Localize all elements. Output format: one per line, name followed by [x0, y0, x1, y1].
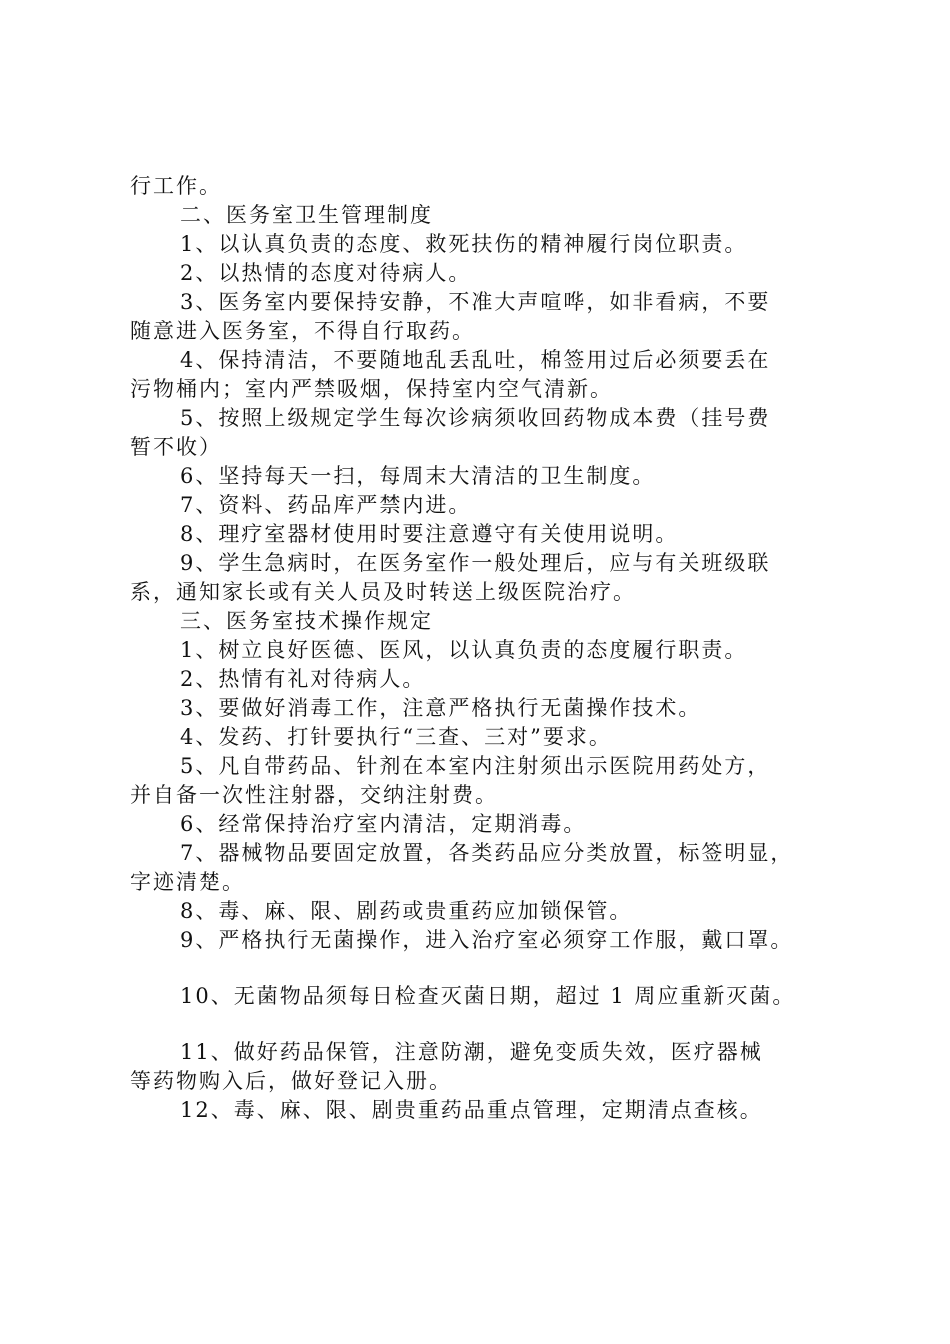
text-line: 3、医务室内要保持安静，不准大声喧哗，如非看病，不要 [180, 290, 771, 314]
text-line: 4、保持清洁，不要随地乱丢乱吐，棉签用过后必须要丢在 [180, 348, 771, 372]
text-line: 8、理疗室器材使用时要注意遵守有关使用说明。 [180, 522, 679, 546]
text-line: 污物桶内；室内严禁吸烟，保持室内空气清新。 [130, 377, 613, 401]
text-line: 1、树立良好医德、医风，以认真负责的态度履行职责。 [180, 638, 748, 662]
text-line: 5、按照上级规定学生每次诊病须收回药物成本费（挂号费 [180, 406, 771, 430]
text-line: 6、经常保持治疗室内清洁，定期消毒。 [180, 812, 587, 836]
text-line: 暂不收） [130, 435, 222, 459]
text-line: 5、凡自带药品、针剂在本室内注射须出示医院用药处方， [180, 754, 771, 778]
text-line: 11、做好药品保管，注意防潮，避免变质失效，医疗器械 [180, 1040, 763, 1064]
text-line: 6、坚持每天一扫，每周末大清洁的卫生制度。 [180, 464, 656, 488]
text-line: 4、发药、打针要执行“三查、三对”要求。 [180, 725, 612, 749]
text-line: 7、资料、药品库严禁内进。 [180, 493, 472, 517]
text-line: 等药物购入后，做好登记入册。 [130, 1069, 452, 1093]
text-line: 3、要做好消毒工作，注意严格执行无菌操作技术。 [180, 696, 702, 720]
text-line: 字迹清楚。 [130, 870, 245, 894]
text-line: 行工作。 [130, 174, 222, 198]
text-line: 2、以热情的态度对待病人。 [180, 261, 472, 285]
text-line: 8、毒、麻、限、剧药或贵重药应加锁保管。 [180, 899, 633, 923]
text-line: 1、以认真负责的态度、救死扶伤的精神履行岗位职责。 [180, 232, 748, 256]
text-line: 7、器械物品要固定放置，各类药品应分类放置，标签明显， [180, 841, 794, 865]
text-line: 2、热情有礼对待病人。 [180, 667, 426, 691]
text-line: 9、严格执行无菌操作，进入治疗室必须穿工作服，戴口罩。 [180, 928, 794, 952]
text-line: 三、医务室技术操作规定 [180, 609, 433, 633]
text-line: 并自备一次性注射器，交纳注射费。 [130, 783, 498, 807]
document-body [130, 172, 835, 1125]
text-line: 二、医务室卫生管理制度 [180, 203, 433, 227]
text-line: 10、无菌物品须每日检查灭菌日期，超过 1 周应重新灭菌。 [180, 984, 796, 1008]
text-line: 9、学生急病时，在医务室作一般处理后，应与有关班级联 [180, 551, 771, 575]
text-line: 系，通知家长或有关人员及时转送上级医院治疗。 [130, 580, 636, 604]
text-line: 随意进入医务室，不得自行取药。 [130, 319, 475, 343]
text-line: 12、毒、麻、限、剧贵重药品重点管理，定期清点查核。 [180, 1098, 763, 1122]
